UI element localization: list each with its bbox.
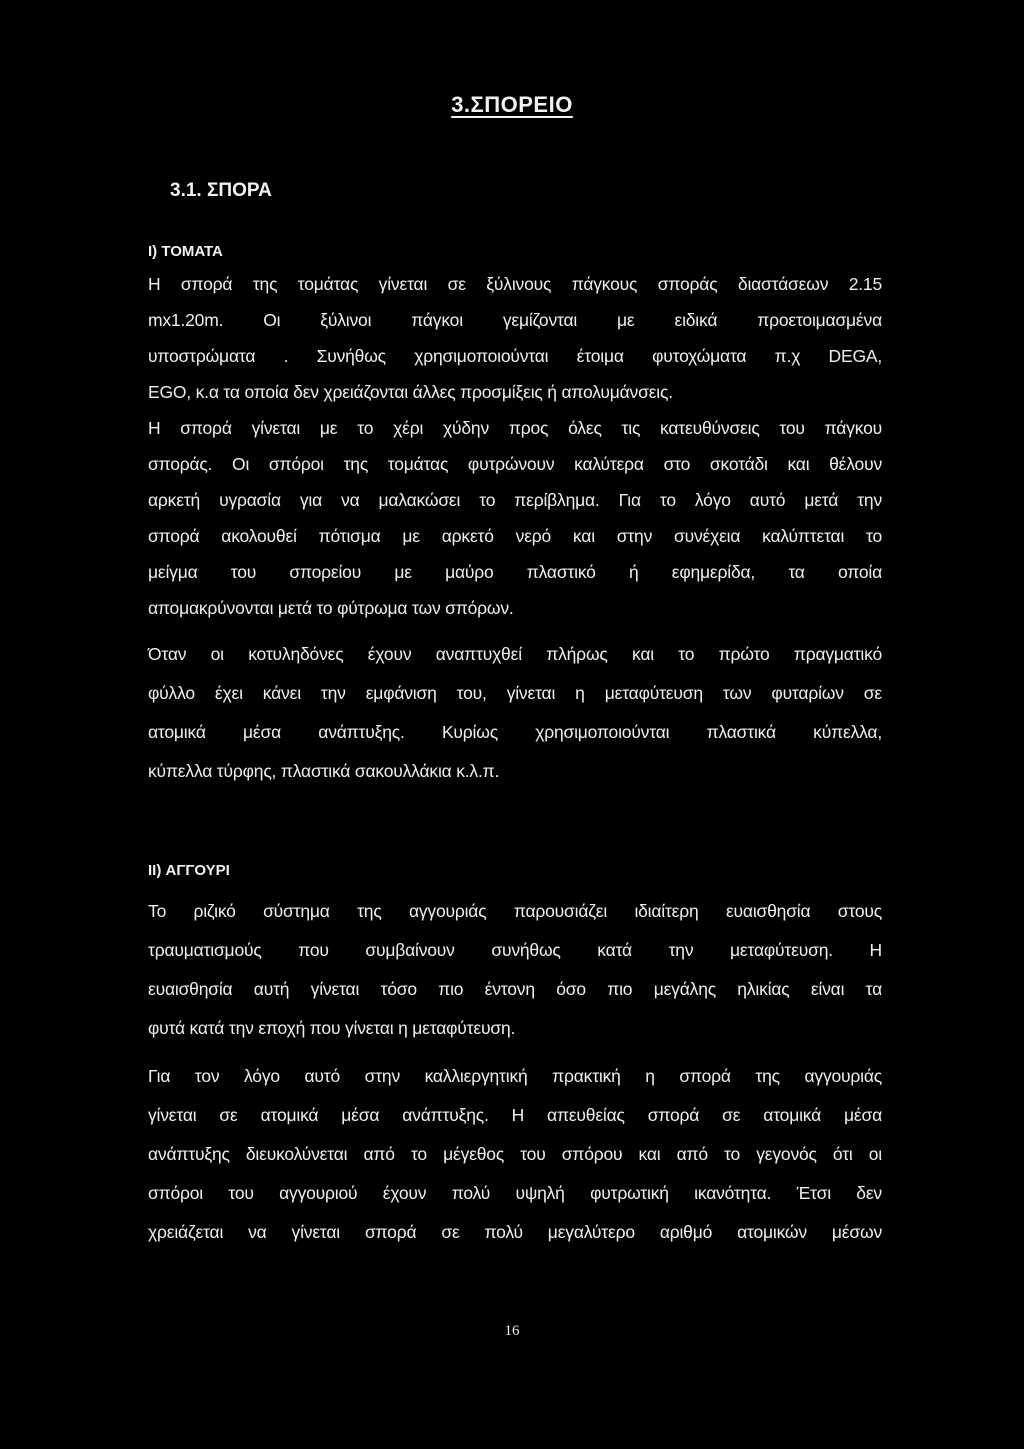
text-line: Η σπορά της τομάτας γίνεται σε ξύλινους πάγκους σποράς διαστάσεων 2.15 xyxy=(148,274,882,294)
text-line: φυτά κατά την εποχή που γίνεται η μεταφύτευση. xyxy=(148,1018,516,1038)
text-line: τραυματισμούς που συμβαίνουν συνήθως κατά την μεταφύτευση. Η xyxy=(148,940,882,960)
subsection-heading-cucumber: II) ΑΓΓΟΥΡΙ xyxy=(148,862,230,879)
text-line: ανάπτυξης διευκολύνεται από το μέγεθος του σπόρου και από το γεγονός ότι οι xyxy=(148,1144,882,1164)
subsection-heading-tomato: I) ΤΟΜΑΤΑ xyxy=(148,243,223,260)
text-line: mx1.20m. Οι ξύλινοι πάγκοι γεμίζονται με ειδικά προετοιμασμένα xyxy=(148,310,882,330)
text-line: απομακρύνονται μετά το φύτρωμα των σπόρων. xyxy=(148,598,514,618)
text-line: Όταν οι κοτυληδόνες έχουν αναπτυχθεί πλήρως και το πρώτο πραγματικό xyxy=(148,644,882,664)
text-line: Για τον λόγο αυτό στην καλλιεργητική πρακτική η σπορά της αγγουριάς xyxy=(148,1066,882,1086)
text-line: σποράς. Οι σπόροι της τομάτας φυτρώνουν καλύτερα στο σκοτάδι και θέλουν xyxy=(148,454,882,474)
text-line: σπόροι του αγγουριού έχουν πολύ υψηλή φυτρωτική ικανότητα. Έτσι δεν xyxy=(148,1183,882,1203)
text-line: γίνεται σε ατομικά μέσα ανάπτυξης. Η απευθείας σπορά σε ατομικά μέσα xyxy=(148,1105,882,1125)
text-line: υποστρώματα . Συνήθως χρησιμοποιούνται έτοιμα φυτοχώματα π.χ DEGA, xyxy=(148,346,882,366)
text-line: αρκετή υγρασία για να μαλακώσει το περίβλημα. Για το λόγο αυτό μετά την xyxy=(148,490,882,510)
text-line: ατομικά μέσα ανάπτυξης. Κυρίως χρησιμοποιούνται πλαστικά κύπελλα, xyxy=(148,722,882,742)
chapter-title: 3.ΣΠΟΡΕΙΟ xyxy=(451,92,573,117)
text-line: Το ριζικό σύστημα της αγγουριάς παρουσιάζει ιδιαίτερη ευαισθησία στους xyxy=(148,901,882,921)
text-line: σπορά ακολουθεί πότισμα με αρκετό νερό και στην συνέχεια καλύπτεται το xyxy=(148,526,882,546)
text-line: κύπελλα τύρφης, πλαστικά σακουλλάκια κ.λ.π. xyxy=(148,761,500,781)
text-line: φύλλο έχει κάνει την εμφάνιση του, γίνεται η μεταφύτευση των φυταρίων σε xyxy=(148,683,882,703)
section-title: 3.1. ΣΠΟΡΑ xyxy=(170,180,272,201)
text-line: EGO, κ.α τα οποία δεν χρειάζονται άλλες προσμίξεις ή απολυμάνσεις. xyxy=(148,382,673,402)
text-line: χρειάζεται να γίνεται σπορά σε πολύ μεγαλύτερο αριθμό ατομικών μέσων xyxy=(148,1222,882,1242)
text-line: ευαισθησία αυτή γίνεται τόσο πιο έντονη όσο πιο μεγάλης ηλικίας είναι τα xyxy=(148,979,882,999)
text-line: μείγμα του σπορείου με μαύρο πλαστικό ή εφημερίδα, τα οποία xyxy=(148,562,882,582)
text-line: Η σπορά γίνεται με το χέρι χύδην προς όλες τις κατευθύνσεις του πάγκου xyxy=(148,418,882,438)
page-number: 16 xyxy=(504,1323,520,1339)
